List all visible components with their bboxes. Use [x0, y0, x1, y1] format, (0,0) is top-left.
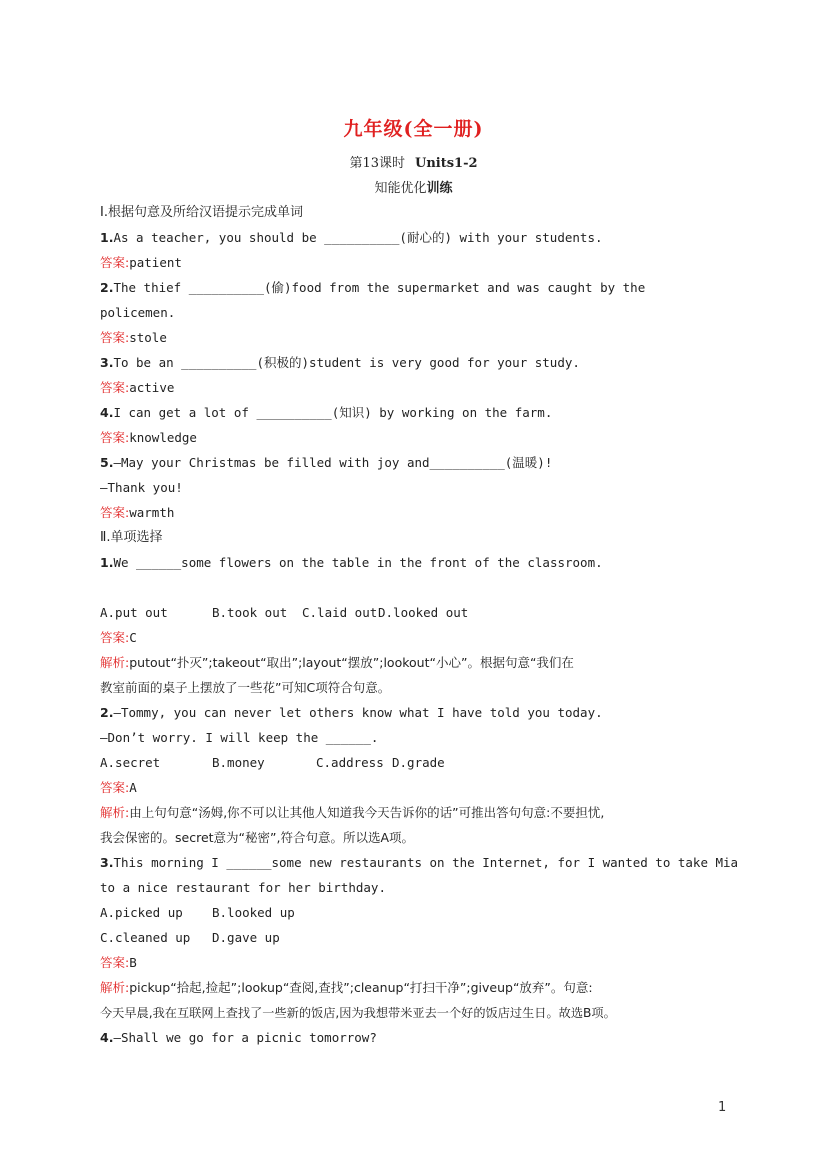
- question-number: 5.: [100, 455, 114, 470]
- answer-label: 答案:: [100, 630, 130, 645]
- s1-question-5: [100, 455, 740, 471]
- question-number: 4.: [100, 405, 114, 420]
- question-text: This morning I ______some new restaurants on the Internet, for I wanted to take Mia: [113, 855, 739, 870]
- s2-options-3-row2: [100, 930, 740, 946]
- answer-text: warmth: [129, 505, 175, 520]
- question-text: We ______some flowers on the table in the front of the classroom.: [113, 555, 603, 570]
- page-number: 1: [718, 1100, 727, 1115]
- option-a: A.secret: [100, 755, 161, 770]
- s1-question-2: [100, 280, 740, 296]
- s2-options-3-row1: [100, 905, 740, 921]
- s1-answer-2: [100, 330, 740, 346]
- option-c: C.cleaned up: [100, 930, 191, 945]
- question-text: —May your Christmas be filled with joy and__________(温暖)!: [113, 455, 553, 470]
- answer-text: C: [129, 630, 137, 645]
- s2-explanation-3-cont: 今天早晨,我在互联网上查找了一些新的饭店,因为我想带米亚去一个好的饭店过生日。故选B项。: [100, 1006, 616, 1020]
- option-b: B.looked up: [212, 905, 295, 920]
- s2-answer-2: [100, 780, 740, 796]
- s2-explanation-2-cont: 我会保密的。secret意为“秘密”,符合句意。所以选A项。: [100, 830, 415, 845]
- option-a: A.picked up: [100, 905, 183, 920]
- question-text: —Tommy, you can never let others know what I have told you today.: [113, 705, 603, 720]
- answer-text: B: [129, 955, 137, 970]
- s2-explanation-2: [100, 805, 740, 821]
- explanation-label: 解析:: [100, 980, 130, 995]
- option-d: D.looked out: [378, 605, 469, 620]
- s1-answer-4: [100, 430, 740, 446]
- s2-explanation-1-cont: 教室前面的桌子上摆放了一些花”可知C项符合句意。: [100, 680, 391, 695]
- answer-label: 答案:: [100, 505, 130, 520]
- option-d: D.grade: [392, 755, 445, 770]
- s2-options-2: [100, 755, 740, 771]
- s2-explanation-3: [100, 980, 740, 996]
- question-number: 3.: [100, 355, 114, 370]
- s1-answer-1: [100, 255, 740, 271]
- s2-question-2-reply: —Don’t worry. I will keep the ______.: [100, 730, 379, 745]
- s2-question-1: [100, 555, 740, 571]
- s2-answer-3: [100, 955, 740, 971]
- s1-answer-5: [100, 505, 740, 521]
- explanation-text: 由上句句意“汤姆,你不可以让其他人知道我今天告诉你的话”可推出答句句意:不要担忧,: [129, 805, 605, 820]
- question-text: As a teacher, you should be __________(耐心的) with your students.: [113, 230, 603, 245]
- option-d: D.gave up: [212, 930, 280, 945]
- section-2-heading: Ⅱ.单项选择: [100, 530, 163, 545]
- question-text: To be an __________(积极的)student is very good for your study.: [113, 355, 580, 370]
- question-text: —Shall we go for a picnic tomorrow?: [113, 1030, 377, 1045]
- s2-question-3-cont: to a nice restaurant for her birthday.: [100, 880, 386, 895]
- answer-text: stole: [129, 330, 167, 345]
- s2-explanation-1: [100, 655, 740, 671]
- option-b: B.took out: [212, 605, 288, 620]
- s1-question-4: [100, 405, 740, 421]
- option-b: B.money: [212, 755, 265, 770]
- question-number: 1.: [100, 555, 114, 570]
- s1-question-2-cont: policemen.: [100, 305, 176, 320]
- question-number: 3.: [100, 855, 114, 870]
- option-a: A.put out: [100, 605, 168, 620]
- answer-label: 答案:: [100, 430, 130, 445]
- explanation-label: 解析:: [100, 805, 130, 820]
- explanation-text: putout“扑灭”;takeout“取出”;layout“摆放”;lookout“小心”。根据句意“我们在: [129, 655, 574, 670]
- s1-question-1: [100, 230, 740, 246]
- option-c: C.laid out: [302, 605, 378, 620]
- s1-answer-3: [100, 380, 740, 396]
- section-subtitle: [0, 177, 827, 196]
- question-text: The thief __________(偷)food from the supermarket and was caught by the: [113, 280, 646, 295]
- answer-text: active: [129, 380, 175, 395]
- answer-label: 答案:: [100, 955, 130, 970]
- s1-question-3: [100, 355, 740, 371]
- question-number: 2.: [100, 280, 114, 295]
- subtitle-part-a: 知能优化: [374, 181, 427, 196]
- explanation-label: 解析:: [100, 655, 130, 670]
- s2-question-2: [100, 705, 740, 721]
- option-c: C.address: [316, 755, 384, 770]
- question-number: 1.: [100, 230, 114, 245]
- answer-label: 答案:: [100, 330, 130, 345]
- answer-label: 答案:: [100, 255, 130, 270]
- s2-options-1: [100, 605, 740, 621]
- answer-text: knowledge: [129, 430, 197, 445]
- answer-text: patient: [129, 255, 182, 270]
- question-text: I can get a lot of __________(知识) by working on the farm.: [113, 405, 553, 420]
- subtitle-part-b: 训练: [426, 181, 453, 196]
- units-label: Units1-2: [415, 156, 478, 171]
- answer-text: A: [129, 780, 137, 795]
- section-1-heading: Ⅰ.根据句意及所给汉语提示完成单词: [100, 205, 303, 220]
- s2-answer-1: [100, 630, 740, 646]
- question-number: 2.: [100, 705, 114, 720]
- explanation-text: pickup“拾起,捡起”;lookup“查阅,查找”;cleanup“打扫干净”;giveup“放弃”。句意:: [129, 980, 593, 995]
- page-title: 九年级(全一册): [343, 118, 484, 140]
- lesson-number: 第13课时: [349, 156, 405, 171]
- answer-label: 答案:: [100, 380, 130, 395]
- s2-question-4: [100, 1030, 740, 1046]
- question-number: 4.: [100, 1030, 114, 1045]
- s1-question-5-reply: —Thank you!: [100, 480, 183, 495]
- answer-label: 答案:: [100, 780, 130, 795]
- lesson-heading: [0, 152, 827, 171]
- s2-question-3: [100, 855, 740, 871]
